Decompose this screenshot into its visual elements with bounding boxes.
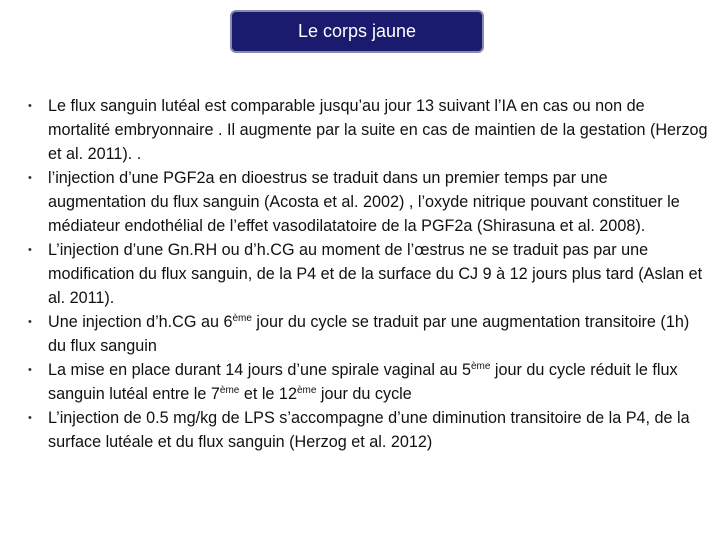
bullet-item xyxy=(20,310,710,358)
bullet-text: jour du cycle réduit le flux sanguin lutéal entre le 7 xyxy=(48,361,678,403)
bullet-text: Une injection d’h.CG au 6 xyxy=(48,313,233,331)
bullet-icon: • xyxy=(28,244,32,256)
ordinal-superscript: ème xyxy=(219,385,240,396)
bullet-icon: • xyxy=(28,412,32,424)
bullet-text: l’injection d’une PGF2a en dioestrus se traduit dans un premier temps par une augmentation du flux sanguin (Acosta et al. 2002) , l’oxyde nitrique pouvant constituer le médiateur endothélial de l’effet vasodilatatoire de la PGF2a (Shirasuna et al. 2008). xyxy=(48,169,680,235)
bullet-item xyxy=(20,94,710,166)
bullet-item xyxy=(20,406,710,454)
bullet-text: L’injection d’une Gn.RH ou d’h.CG au moment de l’œstrus ne se traduit pas par une modification du flux sanguin, de la P4 et de la surface du CJ 9 à 12 jours plus tard (Aslan et al. 2011). xyxy=(48,241,703,307)
bullet-item xyxy=(20,358,710,406)
bullet-text: Le flux sanguin lutéal est comparable jusqu’au jour 13 suivant l’IA en cas ou non de mortalité embryonnaire . Il augmente par la suite en cas de maintien de la gestation (Herzog et al. 2011). . xyxy=(48,97,708,163)
bullet-icon: • xyxy=(28,364,32,376)
bullet-text: jour du cycle se traduit par une augmentation transitoire (1h) du flux sanguin xyxy=(48,313,690,355)
bullet-icon: • xyxy=(28,172,32,184)
bullet-text: La mise en place durant 14 jours d’une spirale vaginal au 5 xyxy=(48,361,471,379)
bullet-icon: • xyxy=(28,100,32,112)
ordinal-superscript: ème xyxy=(470,361,491,372)
bullet-item xyxy=(20,238,710,310)
slide-title-box xyxy=(230,10,484,53)
slide-title: Le corps jaune xyxy=(297,21,417,41)
bullet-text: L’injection de 0.5 mg/kg de LPS s’accompagne d’une diminution transitoire de la P4, de la surface lutéale et du flux sanguin (Herzog et al. 2012) xyxy=(48,409,690,451)
bullet-icon: • xyxy=(28,316,32,328)
bullet-list xyxy=(20,94,710,454)
bullet-item xyxy=(20,166,710,238)
slide-content xyxy=(20,94,710,454)
bullet-text: et le 12 xyxy=(239,385,297,403)
ordinal-superscript: ème xyxy=(296,385,317,396)
bullet-text: jour du cycle xyxy=(316,385,412,403)
ordinal-superscript: ème xyxy=(232,313,252,324)
